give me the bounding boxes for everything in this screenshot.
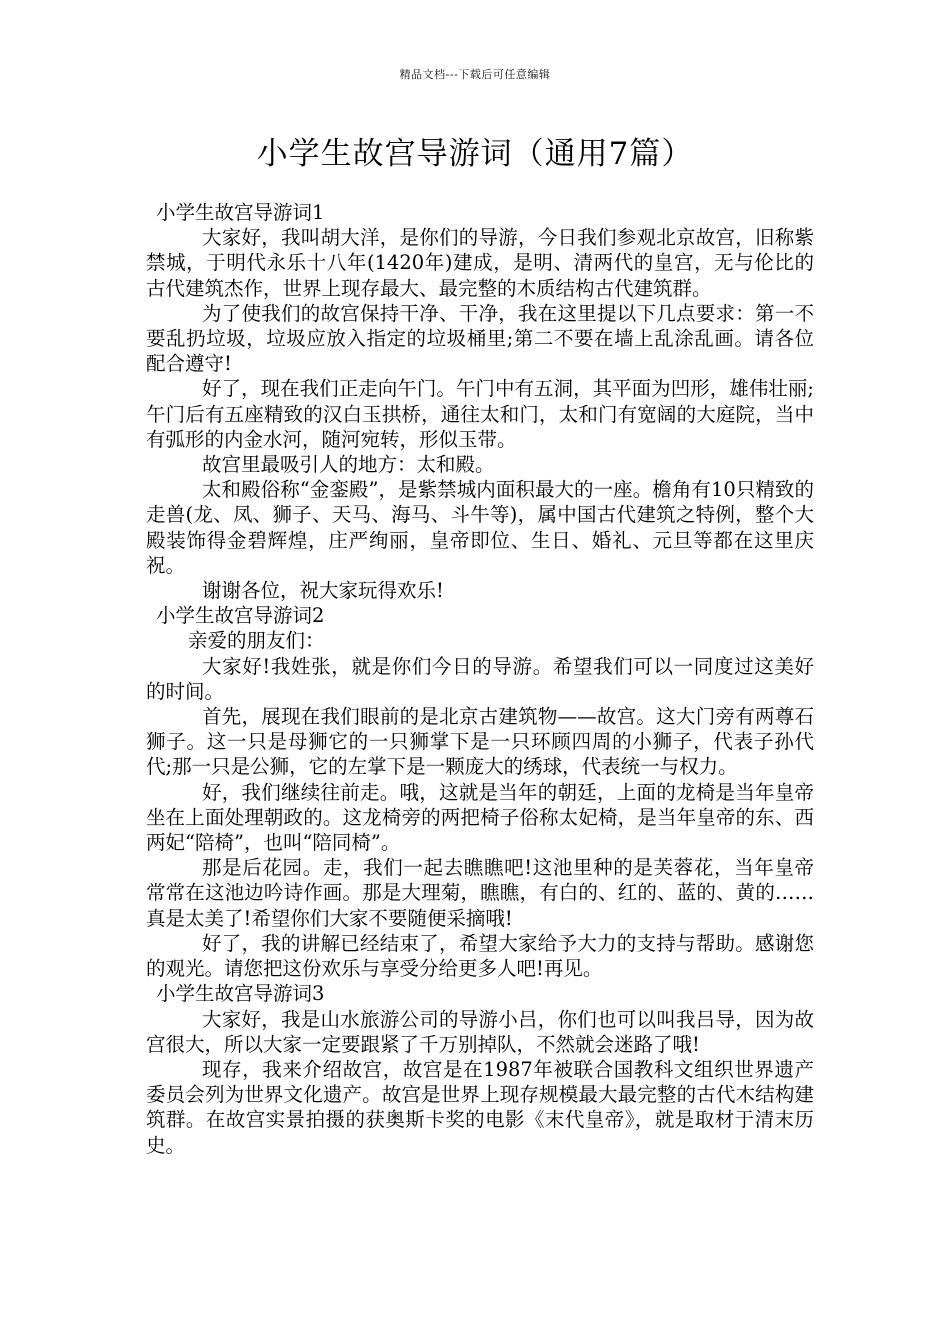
document-body: [146, 200, 814, 1158]
paragraph: 好，我们继续往前走。哦，这就是当年的朝廷，上面的龙椅是当年皇帝坐在上面处理朝政的。这龙椅旁的两把椅子俗称太妃椅，是当年皇帝的东、西两妃“陪椅”，也叫“陪同椅”。: [146, 780, 814, 855]
greeting: 亲爱的朋友们：: [188, 629, 325, 653]
paragraph: 为了使我们的故宫保持干净、干净，我在这里提以下几点要求：第一不要乱扔垃圾，垃圾应放入指定的垃圾桶里;第二不要在墙上乱涂乱画。请各位配合遵守!: [146, 301, 814, 376]
paragraph: 好了，现在我们正走向午门。午门中有五洞，其平面为凹形，雄伟壮丽;午门后有五座精致的汉白玉拱桥，通往太和门，太和门有宽阔的大庭院，当中有弧形的内金水河，随河宛转，形似玉带。: [146, 377, 814, 451]
paragraph: 大家好，我是山水旅游公司的导游小吕，你们也可以叫我吕导，因为故宫很大，所以大家一定要跟紧了千万别掉队，不然就会迷路了哦!: [146, 1007, 814, 1056]
paragraph: 太和殿俗称“金銮殿”，是紫禁城内面积最大的一座。檐角有10只精致的走兽(龙、凤、狮子、天马、海马、斗牛等)，属中国古代建筑之特例，整个大殿装饰得金碧辉煌，庄严绚丽，皇帝即位、生日、婚礼、元旦等都在这里庆祝。: [146, 478, 814, 577]
paragraph: 首先，展现在我们眼前的是北京古建筑物——故宫。这大门旁有两尊石狮子。这一只是母狮它的一只狮掌下是一只环顾四周的小狮子，代表子孙代代;那一只是公狮，它的左掌下是一颗庞大的绣球，代表统一与权力。: [146, 705, 814, 779]
document-title: 小学生故宫导游词（通用7篇）: [256, 136, 694, 172]
section-heading: 小学生故宫导游词1: [156, 201, 325, 224]
section-3: [146, 981, 814, 1157]
section-heading: 小学生故宫导游词3: [156, 982, 325, 1006]
paragraph: 大家好，我叫胡大洋，是你们的导游，今日我们参观北京故宫，旧称紫禁城，于明代永乐十八年(1420年)建成，是明、清两代的皇宫，无与伦比的古代建筑杰作，世界上现存最大、最完整的木质结构古代建筑群。: [146, 226, 814, 300]
section-2: [146, 603, 814, 981]
paragraph: 好了，我的讲解已经结束了，希望大家给予大力的支持与帮助。感谢您的观光。请您把这份欢乐与享受分给更多人吧!再见。: [146, 931, 814, 981]
paragraph: 大家好!我姓张，就是你们今日的导游。希望我们可以一同度过这美好的时间。: [146, 654, 814, 703]
section-heading: 小学生故宫导游词2: [156, 604, 325, 628]
section-1: [146, 200, 814, 603]
header-note: 精品文档---下载后可任意编辑: [399, 68, 551, 81]
paragraph: 故宫里最吸引人的地方：太和殿。: [202, 453, 495, 477]
paragraph: 谢谢各位，祝大家玩得欢乐!: [202, 579, 444, 603]
paragraph: 那是后花园。走，我们一起去瞧瞧吧!这池里种的是芙蓉花，当年皇帝常常在这池边吟诗作画。那是大理菊，瞧瞧，有白的、红的、蓝的、黄的……真是太美了!希望你们大家不要随便采摘哦!: [146, 856, 814, 930]
paragraph: 现存，我来介绍故宫，故宫是在1987年被联合国教科文组织世界遗产委员会列为世界文化遗产。故宫是世界上现存规模最大最完整的古代木结构建筑群。在故宫实景拍摄的获奥斯卡奖的电影《末代皇帝》，就是取材于清末历史。: [146, 1057, 814, 1157]
